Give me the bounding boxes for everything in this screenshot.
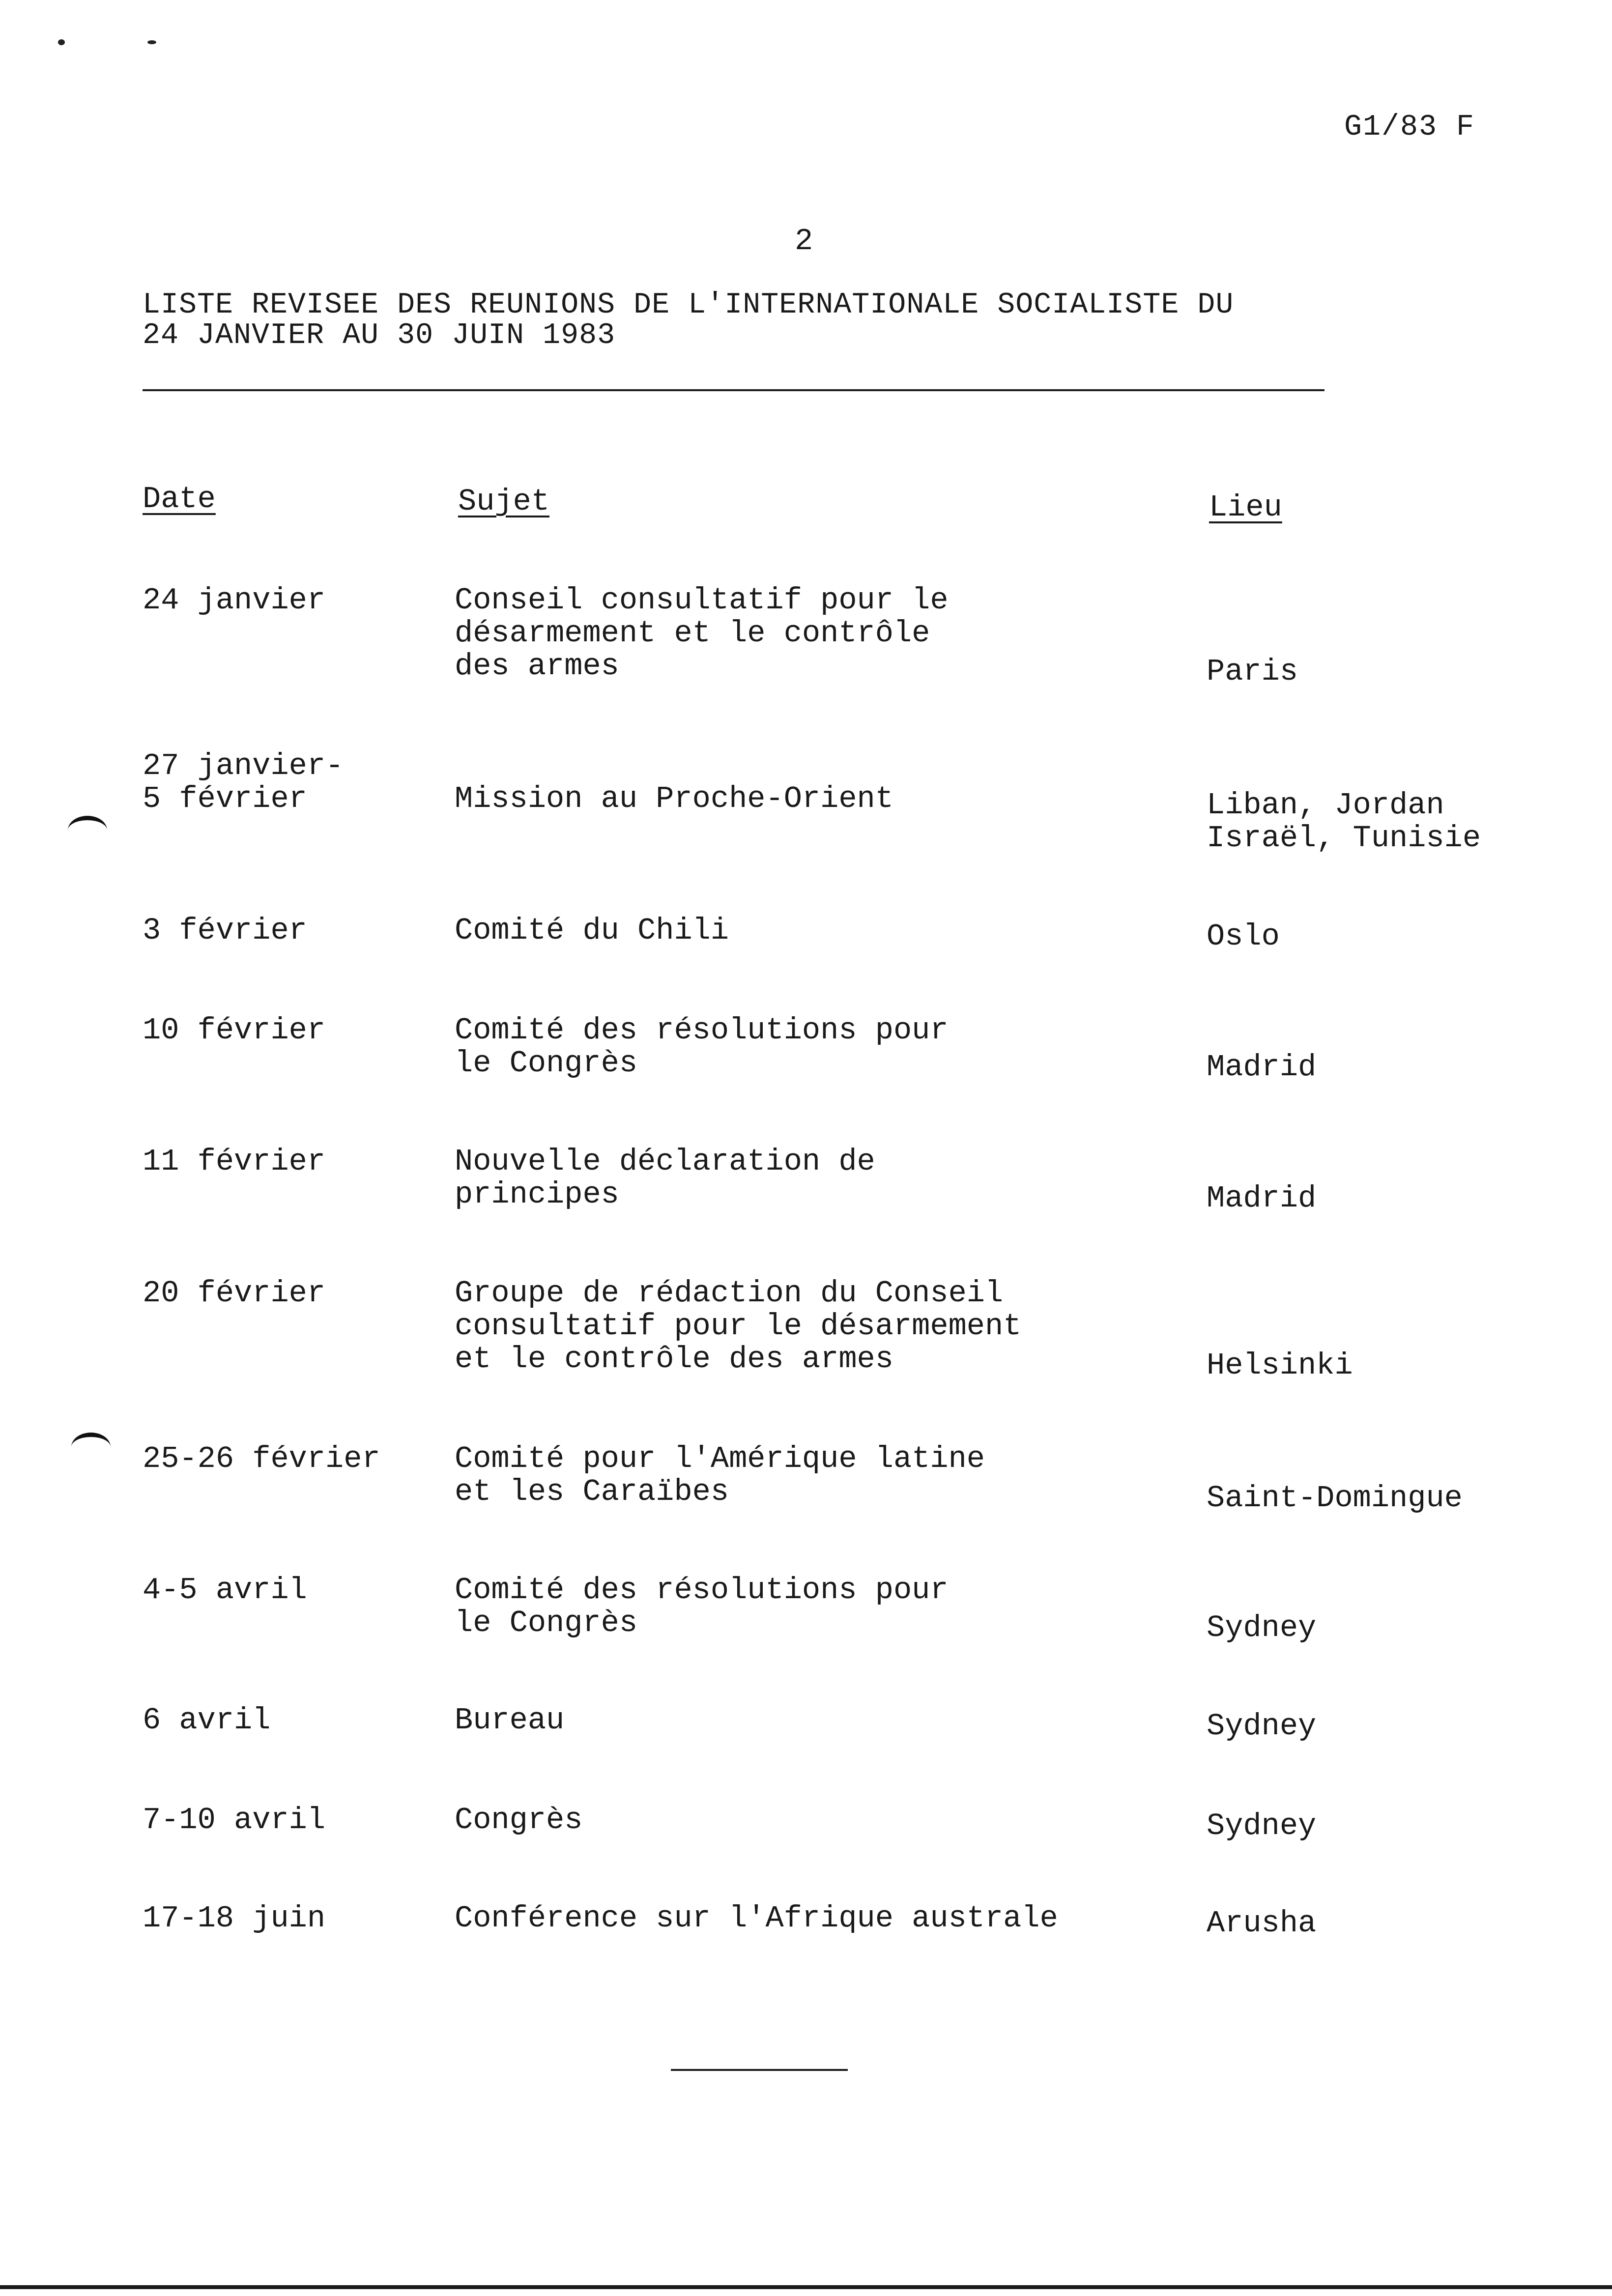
meeting-subject — [455, 1442, 1167, 1508]
meeting-place: Sydney — [1207, 1610, 1317, 1645]
meeting-date: 7-10 avril — [143, 1803, 326, 1837]
subject-line: Comité du Chili — [455, 913, 729, 948]
title-underline — [143, 389, 1324, 391]
meeting-date: 10 février — [143, 1013, 326, 1048]
meeting-subject — [455, 914, 1167, 947]
subject-line: Bureau — [455, 1703, 565, 1738]
subject-line: et les Caraïbes — [455, 1474, 729, 1509]
meeting-place: Paris — [1207, 654, 1298, 689]
meeting-date: 17-18 juin — [143, 1901, 326, 1936]
meeting-date: 24 janvier — [143, 583, 326, 618]
meeting-place: Helsinki — [1207, 1348, 1353, 1383]
subject-line: Conseil consultatif pour le — [455, 583, 949, 618]
meeting-date: 3 février — [143, 913, 307, 948]
meeting-subject — [455, 1902, 1167, 1935]
meeting-subject — [455, 782, 1167, 815]
subject-line: consultatif pour le désarmement — [455, 1309, 1022, 1344]
subject-line: et le contrôle des armes — [455, 1342, 893, 1377]
meeting-subject — [455, 1145, 1167, 1211]
meeting-subject — [455, 1704, 1167, 1737]
meeting-subject — [455, 1804, 1167, 1837]
meeting-subject — [455, 584, 1167, 683]
page-bottom-edge — [0, 2285, 1612, 2289]
meeting-subject — [455, 1277, 1167, 1376]
document-reference: G1/83 F — [1344, 111, 1475, 144]
column-header-date: Date — [143, 482, 216, 517]
column-header-place: Lieu — [1209, 490, 1282, 525]
meeting-date: 6 avril — [143, 1703, 271, 1738]
subject-line: Comité des résolutions pour — [455, 1573, 949, 1607]
title-line: LISTE REVISEE DES REUNIONS DE L'INTERNATIONALE SOCIALISTE DU — [143, 288, 1234, 322]
margin-mark — [68, 816, 107, 845]
meeting-place: Saint-Domingue — [1207, 1481, 1463, 1516]
document-title — [143, 290, 1352, 351]
subject-line: le Congrès — [455, 1606, 638, 1640]
meeting-subject — [455, 1574, 1167, 1639]
meeting-place: Madrid — [1207, 1050, 1317, 1085]
title-line: 24 JANVIER AU 30 JUIN 1983 — [143, 319, 616, 352]
meeting-date: 4-5 avril — [143, 1573, 307, 1607]
subject-line: Conférence sur l'Afrique australe — [455, 1901, 1058, 1936]
subject-line: le Congrès — [455, 1046, 638, 1081]
meeting-place: Sydney — [1207, 1709, 1317, 1744]
meeting-date: 27 janvier- 5 février — [143, 748, 344, 816]
subject-line: Mission au Proche-Orient — [455, 781, 893, 816]
meeting-date: 20 février — [143, 1276, 326, 1311]
meeting-place: Sydney — [1207, 1808, 1317, 1843]
meeting-place: Liban, Jordan Israël, Tunisie — [1207, 788, 1481, 856]
meeting-place: Oslo — [1207, 919, 1280, 954]
page-number: 2 — [795, 224, 813, 258]
scan-speck — [58, 39, 65, 45]
column-header-subject: Sujet — [458, 484, 550, 519]
meeting-date: 25-26 février — [143, 1441, 380, 1476]
subject-line: principes — [455, 1177, 619, 1212]
scan-speck — [147, 40, 156, 44]
meeting-place: Arusha — [1207, 1906, 1317, 1941]
end-of-list-rule — [671, 2069, 848, 2071]
subject-line: des armes — [455, 649, 619, 684]
subject-line: Groupe de rédaction du Conseil — [455, 1276, 1004, 1311]
meeting-date: 11 février — [143, 1144, 326, 1179]
margin-mark — [71, 1433, 111, 1462]
subject-line: désarmement et le contrôle — [455, 616, 930, 651]
meeting-subject — [455, 1014, 1167, 1080]
meeting-place: Madrid — [1207, 1181, 1317, 1216]
subject-line: Congrès — [455, 1803, 583, 1837]
subject-line: Comité pour l'Amérique latine — [455, 1441, 985, 1476]
subject-line: Comité des résolutions pour — [455, 1013, 949, 1048]
subject-line: Nouvelle déclaration de — [455, 1144, 875, 1179]
